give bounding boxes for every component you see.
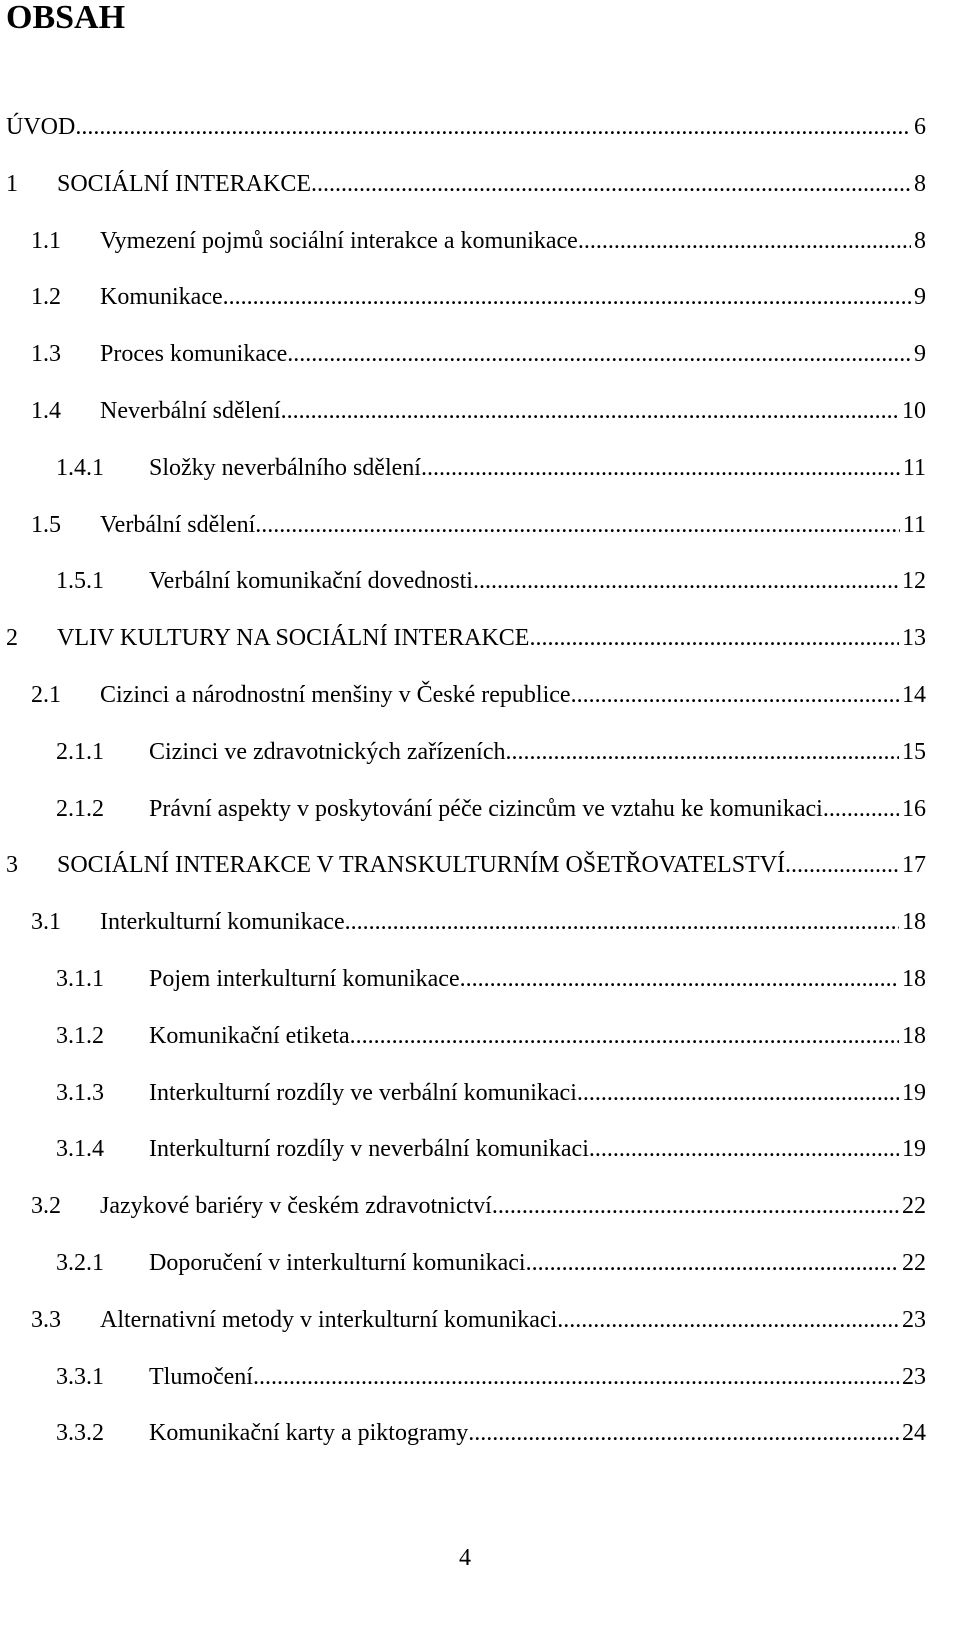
toc-entry-title: Interkulturní komunikace: [100, 909, 345, 936]
toc-entry-title: Proces komunikace: [100, 341, 288, 368]
toc-dot-leader: [223, 280, 911, 314]
toc-entry-page: 10: [902, 398, 926, 424]
toc-entry-title: Vymezení pojmů sociální interakce a komunikace: [100, 227, 578, 254]
toc-entry-title: Doporučení v interkulturní komunikaci: [149, 1250, 526, 1276]
toc-entry-number: 3: [6, 852, 18, 879]
toc-entry-page: 19: [902, 1079, 926, 1106]
toc-entry[interactable]: [6, 167, 926, 201]
toc-entry-title: Interkulturní rozdíly v neverbální komunikaci: [149, 1136, 589, 1163]
toc-entry-page: 8: [914, 227, 926, 254]
toc-entry-title: Jazykové bariéry v českém zdravotnictví: [100, 1193, 492, 1220]
toc-entry-title: Cizinci a národnostní menšiny v České republice: [100, 682, 571, 708]
toc-entry-page: 12: [902, 568, 926, 595]
toc-entry-page: 17: [902, 852, 926, 879]
toc-entry-page: 8: [914, 170, 926, 197]
toc-dot-leader: [287, 337, 911, 371]
toc-entry-page: 23: [902, 1363, 926, 1390]
toc-dot-leader: [473, 564, 899, 598]
toc-entry-title: ÚVOD: [6, 114, 76, 140]
toc-entry-page: 15: [902, 738, 926, 765]
toc-dot-leader: [311, 167, 911, 201]
toc-entry-number: 3.2.1: [56, 1250, 104, 1276]
toc-entry[interactable]: [56, 735, 926, 769]
toc-entry-page: 18: [902, 909, 926, 936]
toc-dot-leader: [823, 792, 899, 826]
toc-entry-number: 1.5: [31, 511, 61, 538]
toc-entry[interactable]: [31, 678, 926, 712]
toc-entry-page: 19: [902, 1136, 926, 1163]
toc-entry[interactable]: [31, 337, 926, 371]
toc-entry-number: 3.1.2: [56, 1022, 104, 1049]
toc-entry[interactable]: [56, 451, 926, 485]
toc-entry-page: 24: [902, 1420, 926, 1447]
toc-entry-title: VLIV KULTURY NA SOCIÁLNÍ INTERAKCE: [57, 625, 530, 652]
toc-entry-title: Právní aspekty v poskytování péče cizincům ve vztahu ke komunikaci: [149, 795, 823, 822]
toc-entry-number: 3.1: [31, 909, 61, 936]
toc-entry[interactable]: [31, 224, 926, 258]
toc-entry[interactable]: [56, 1076, 926, 1110]
toc-entry-title: Neverbální sdělení: [100, 398, 281, 424]
toc-dot-leader: [460, 962, 899, 996]
toc-entry-page: 9: [914, 341, 926, 368]
toc-entry[interactable]: [56, 1019, 926, 1053]
toc-entry[interactable]: [31, 1189, 926, 1223]
toc-entry-title: Komunikace: [100, 284, 223, 311]
toc-dot-leader: [75, 110, 911, 144]
toc-entry-number: 1.1: [31, 227, 61, 254]
toc-dot-leader: [255, 508, 900, 542]
toc-entry-page: 18: [902, 1022, 926, 1049]
toc-entry[interactable]: [56, 564, 926, 598]
toc-entry[interactable]: [6, 848, 926, 882]
toc-entry-number: 3.3.2: [56, 1420, 104, 1447]
toc-entry-number: 2: [6, 625, 18, 652]
toc-entry[interactable]: [31, 280, 926, 314]
toc-dot-leader: [281, 394, 899, 428]
toc-entry-page: 18: [902, 966, 926, 992]
toc-entry-page: 16: [902, 795, 926, 822]
toc-entry-title: Tlumočení: [149, 1363, 253, 1390]
toc-dot-leader: [785, 848, 899, 882]
toc-entry-page: 11: [902, 454, 926, 481]
toc-entry[interactable]: [56, 962, 926, 996]
page-title: OBSAH: [6, 0, 126, 36]
toc-entry-title: SOCIÁLNÍ INTERAKCE V TRANSKULTURNÍM OŠETŘOVATELSTVÍ: [57, 852, 786, 879]
toc-entry-page: 6: [914, 114, 926, 140]
toc-dot-leader: [506, 735, 900, 769]
toc-entry-number: 2.1.1: [56, 738, 104, 765]
toc-entry-title: Verbální komunikační dovednosti: [149, 568, 473, 595]
toc-entry-title: Komunikační karty a piktogramy: [149, 1420, 469, 1447]
toc-entry-number: 1.5.1: [56, 568, 104, 595]
toc-entry[interactable]: [6, 110, 926, 144]
toc-entry-title: Pojem interkulturní komunikace: [149, 966, 460, 992]
toc-entry-number: 3.3.1: [56, 1363, 104, 1390]
toc-entry-number: 1.4: [31, 398, 61, 424]
toc-entry-number: 3.2: [31, 1193, 61, 1220]
page-number: 4: [459, 1545, 471, 1571]
toc-entry-number: 2.1.2: [56, 795, 104, 822]
toc-entry-page: 13: [902, 625, 926, 652]
toc-entry[interactable]: [56, 1132, 926, 1166]
toc-entry-number: 1.4.1: [56, 454, 104, 481]
toc-entry-title: Alternativní metody v interkulturní komunikaci: [100, 1306, 558, 1333]
toc-entry[interactable]: [56, 1360, 926, 1394]
toc-entry-title: Složky neverbálního sdělení: [149, 454, 421, 481]
toc-entry-title: SOCIÁLNÍ INTERAKCE: [57, 170, 311, 197]
toc-dot-leader: [529, 621, 899, 655]
toc-entry[interactable]: [31, 1303, 926, 1337]
toc-entry[interactable]: [31, 508, 926, 542]
toc-entry-title: Komunikační etiketa: [149, 1022, 350, 1049]
toc-entry[interactable]: [31, 905, 926, 939]
toc-entry[interactable]: [31, 394, 926, 428]
toc-entry-page: 22: [902, 1250, 926, 1276]
toc-entry-number: 2.1: [31, 682, 61, 708]
toc-entry[interactable]: [56, 1416, 926, 1450]
toc-dot-leader: [589, 1132, 899, 1166]
toc-entry-page: 11: [902, 511, 926, 538]
toc-dot-leader: [350, 1019, 899, 1053]
toc-entry-number: 3.1.3: [56, 1079, 104, 1106]
toc-entry-number: 1: [6, 170, 18, 197]
toc-dot-leader: [492, 1189, 899, 1223]
toc-entry-number: 3.1.1: [56, 966, 104, 992]
toc-entry[interactable]: [56, 1246, 926, 1280]
toc-entry-number: 3.1.4: [56, 1136, 104, 1163]
toc-entry-number: 1.3: [31, 341, 61, 368]
toc-entry-title: Verbální sdělení: [100, 511, 256, 538]
toc-entry-title: Cizinci ve zdravotnických zařízeních: [149, 738, 506, 765]
toc-entry-number: 3.3: [31, 1306, 61, 1333]
toc-dot-leader: [421, 451, 900, 485]
toc-dot-leader: [526, 1246, 899, 1280]
toc-entry-page: 23: [902, 1306, 926, 1333]
toc-entry-number: 1.2: [31, 284, 61, 311]
toc-entry[interactable]: [6, 621, 926, 655]
toc-entry-page: 22: [902, 1193, 926, 1220]
toc-dot-leader: [253, 1360, 899, 1394]
toc-dot-leader: [468, 1416, 899, 1450]
toc-dot-leader: [577, 1076, 899, 1110]
toc-entry-title: Interkulturní rozdíly ve verbální komunikaci: [149, 1079, 577, 1106]
toc-dot-leader: [345, 905, 899, 939]
toc-dot-leader: [571, 678, 899, 712]
toc-dot-leader: [557, 1303, 899, 1337]
toc-dot-leader: [578, 224, 911, 258]
toc-entry-page: 14: [902, 682, 926, 708]
toc-entry[interactable]: [56, 792, 926, 826]
toc-entry-page: 9: [914, 284, 926, 311]
